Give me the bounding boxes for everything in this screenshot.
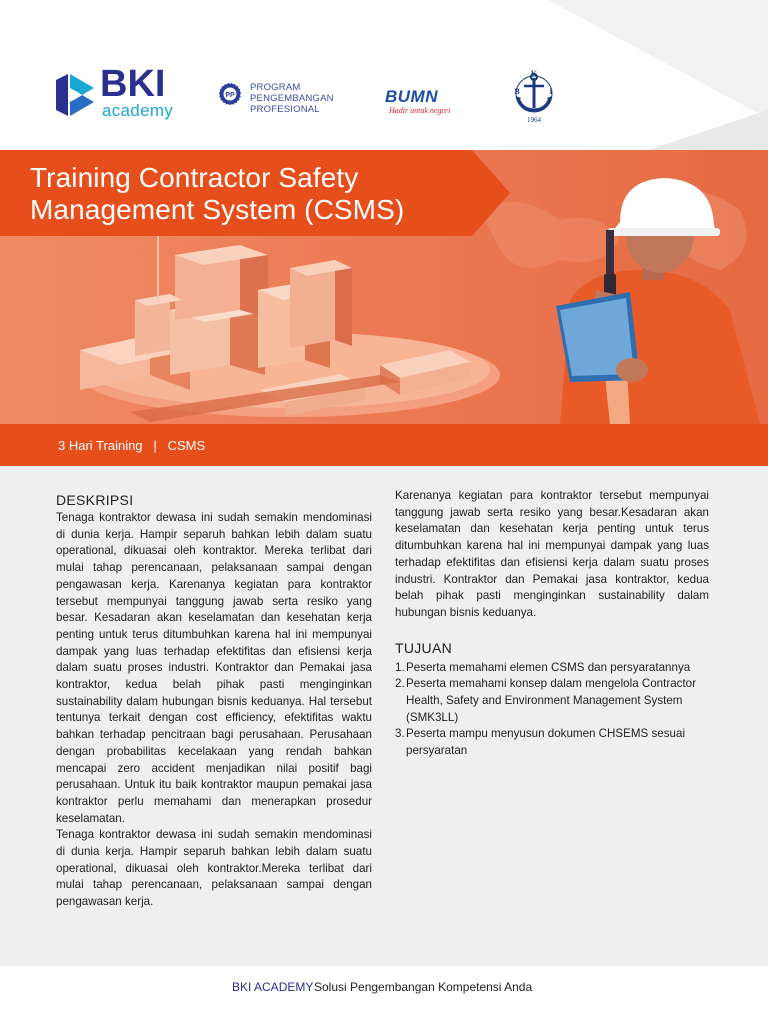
bki-sub: academy (102, 101, 174, 120)
kri-letter-b: B (514, 87, 520, 96)
header-decoration-2 (648, 110, 768, 150)
program-logo (218, 82, 358, 122)
left-column (56, 492, 372, 911)
list-number: 2. (395, 677, 405, 691)
program-line2: PENGEMBANGAN (250, 93, 334, 104)
list-number: 3. (395, 727, 405, 741)
list-text: Peserta memahami elemen CSMS dan persyaratannya (406, 660, 691, 674)
kri-year: 1964 (527, 116, 541, 124)
deskripsi-paragraph-1: Tenaga kontraktor dewasa ini sudah semakin mendominasi di dunia kerja. Hampir separuh bahkan lebih dalam suatu operational, dikuasai oleh kontraktor. Mereka terlibat dari mulai tahap perencanaan, pelaksanaan sampai dengan pengawasan kerja. Karenanya kegiatan para kontraktor tersebut mempunyai tanggung jawab serta resiko yang besar. Kesadaran akan keselamatan dan kesehatan kerja penting untuk terus ditumbuhkan karena hal ini mempunyai dampak yang luas terhadap efektifitas dan efisiensi kerja dalam suatu proses industri. Kontraktor dan Pemakai jasa kontraktor, kedua belah pihak pasti menginginkan sustainability dalam hubungan bisnis keduanya. Hal tersebut tentunya terkait dengan cost efficiency, efektifitas waktu bahkan terhadap pencitraan bagi perusahaan. Perusahaan dengan probabilitas kecelakaan yang rendah bahkan mencapai zero accident menjadikan nilai positif bagi perusahaan. Untuk itu baik kontraktor maupun pemakai jasa kontraktor perlu memahami dan menerapkan prosedur keselamatan. (56, 511, 372, 825)
deskripsi-paragraph-3: Karenanya kegiatan para kontraktor tersebut mempunyai tanggung jawab serta resiko yang besar.Kesadaran akan keselamatan dan kesehatan kerja penting untuk terus ditumbuhkan karena hal ini mempunyai dampak yang luas terhadap efektifitas dan efisiensi kerja dalam suatu proses industri. Kontraktor dan Pemakai jasa kontraktor, kedua belah pihak pasti menginginkan sustainability dalam hubungan bisnis keduanya. (395, 489, 709, 619)
deskripsi-heading: DESKRIPSI (56, 492, 134, 508)
footer-tagline: Solusi Pengembangan Kompetensi Anda (314, 980, 533, 994)
bumn-tagline: Hadir untuk negeri (389, 106, 451, 115)
list-text: Peserta memahami konsep dalam mengelola Contractor Health, Safety and Environment Management System (SMK3LL) (406, 677, 696, 724)
footer (0, 966, 768, 1024)
list-item (395, 676, 709, 726)
gear-emblem-icon (218, 82, 242, 106)
bumn-logo (385, 88, 467, 122)
content-section (0, 466, 768, 966)
kri-letter-k: K (530, 69, 538, 78)
list-item (395, 726, 709, 759)
emblem-label: PP (225, 92, 235, 99)
title-line-1: Training Contractor Safety (30, 162, 359, 193)
right-column (395, 488, 709, 760)
program-text (250, 82, 334, 115)
course-title (30, 162, 404, 226)
program-line1: PROGRAM (250, 82, 301, 93)
list-item (395, 660, 709, 677)
course-subtitle: 3 Hari Training | CSMS (58, 438, 206, 453)
bki-mark-icon (54, 70, 98, 120)
kri-anchor-logo (508, 68, 560, 126)
bki-name: BKI (100, 63, 166, 105)
title-line-2: Management System (CSMS) (30, 194, 405, 225)
list-number: 1. (395, 660, 405, 674)
hero-banner (0, 150, 768, 424)
tujuan-list (395, 660, 709, 760)
kri-letter-i: I (549, 87, 553, 96)
header (0, 0, 768, 150)
deskripsi-paragraph-2: Tenaga kontraktor dewasa ini sudah semakin mendominasi di dunia kerja. Hampir separuh bahkan lebih dalam suatu operational, dikuasai oleh kontraktor.Mereka terlibat dari mulai tahap perencanaan, pelaksanaan sampai dengan pengawasan kerja. (56, 828, 372, 909)
course-subtitle-bar (0, 424, 768, 466)
bumn-name: BUMN (385, 87, 438, 106)
bki-academy-logo (54, 63, 184, 124)
program-line3: PROFESIONAL (250, 104, 320, 115)
list-text: Peserta mampu menyusun dokumen CHSEMS sesuai persyaratan (406, 727, 686, 758)
footer-brand: BKI ACADEMY (232, 980, 314, 994)
tujuan-heading: TUJUAN (395, 639, 453, 656)
